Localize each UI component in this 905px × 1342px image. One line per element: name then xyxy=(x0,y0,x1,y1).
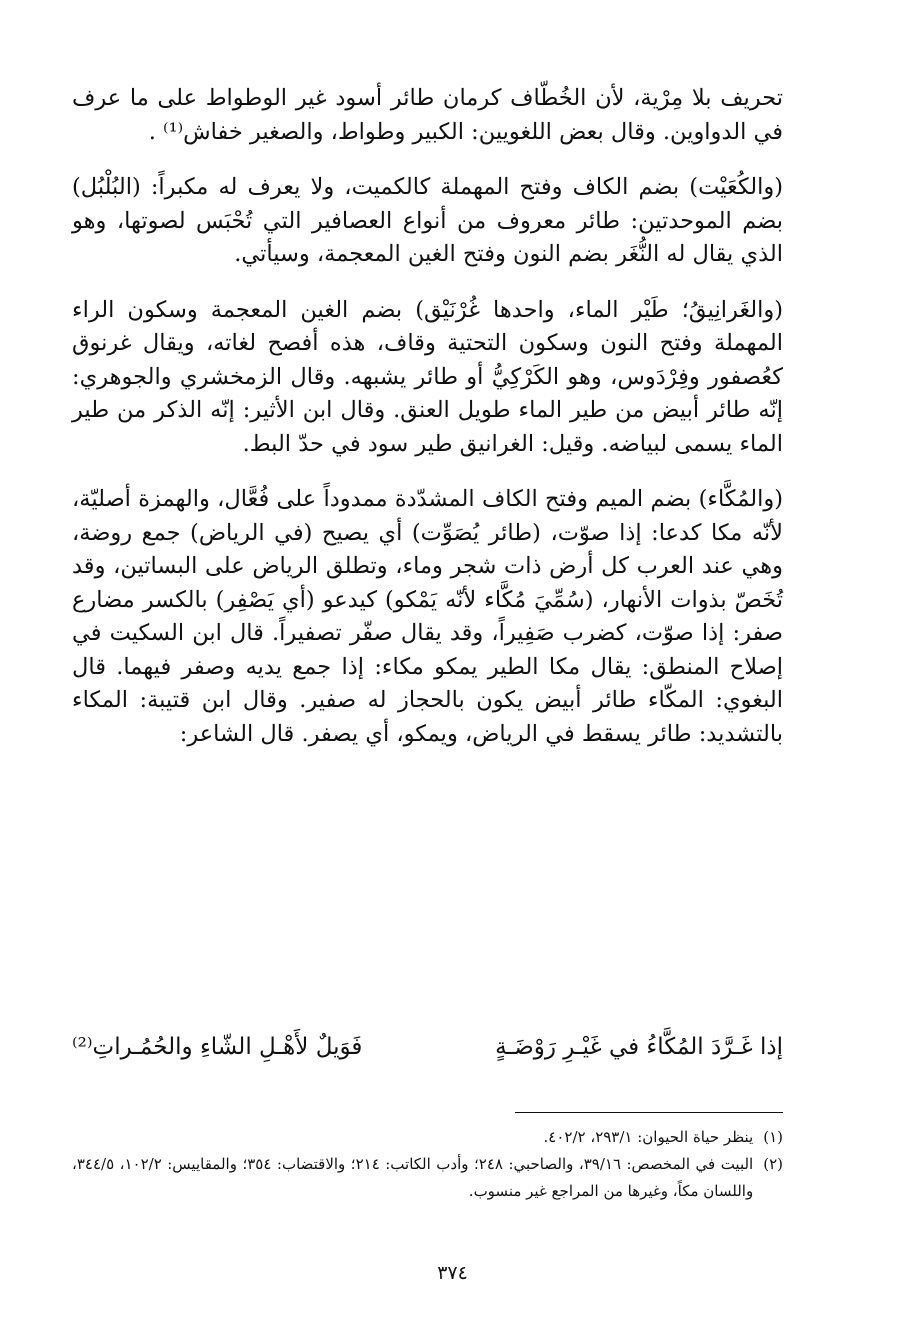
paragraph-1: تحريف بلا مِرْية، لأن الخُطّاف كرمان طائر أسود غير الوطواط على ما عرف في الدواوين. وقال بعض اللغويين: الكبير وطواط، والصغير خفاش⁽¹⁾ . xyxy=(72,85,783,145)
footnotes xyxy=(72,1124,783,1205)
verse-second-hemistich: فَوَيلٌ لأَهْـلِ الشّاءِ والحُمُـراتِ⁽²⁾ xyxy=(72,1034,363,1060)
footnote-2-number: (٢) xyxy=(763,1155,783,1173)
verse-first-hemistich: إذا غَـرَّدَ المُكَّاءُ في غَيْـرِ رَوْضَـةٍ xyxy=(495,1034,783,1060)
footnote-1-text: ينظر حياة الحيوان: ٢٩٣/١، ٤٠٢/٢. xyxy=(543,1128,754,1146)
paragraph-4: (والمُكَّاء) بضم الميم وفتح الكاف المشدّدة ممدوداً على فُعَّال، والهمزة أصليّة، لأنّه مكا كدعا: إذا صوّت، (طائر يُصَوِّت) أي يصيح (في الرياض) جمع روضة، وهي عند العرب كل أرض ذات شجر وماء، وتطلق الرياض على البساتين، وقد تُخَصّ بذوات الأنهار، (سُمِّيَ مُكَّاء لأنّه يَمْكو) كيدعو (أي يَصْفِر) بالكسر مضارع صفر: إذا صوّت، كضرب صَفِيراً، وقد يقال صفّر تصفيراً. قال ابن السكيت في إصلاح المنطق: يقال مكا الطير يمكو مكاء: إذا جمع يديه وصفر فيهما. قال البغوي: المكّاء طائر أبيض يكون بالحجاز له صفير. وقال ابن قتيبة: المكاء بالتشديد: طائر يسقط في الرياض، ويمكو، أي يصفر. قال الشاعر: xyxy=(72,486,783,747)
page-number: ٣٧٤ xyxy=(437,1262,468,1284)
footnote-divider xyxy=(515,1112,783,1113)
poetry-verse xyxy=(72,1030,783,1064)
paragraph-3: (والغَرانِيقُ؛ طَيْر الماء، واحدها غُرْنَيْق) بضم الغين المعجمة وسكون الراء المهملة وفتح النون وسكون التحتية وقاف، هذه أفصح لغاته، ويقال غرنوق كعُصفور وفِرْدَوس، وهو الكَرْكِيُّ أو طائر يشبهه. وقال الزمخشري والجوهري: إنّه طائر أبيض من طير الماء طويل العنق. وقال ابن الأثير: إنّه الذكر من طير الماء يسمى لبياضه. وقيل: الغرانيق طير سود في حدّ البط. xyxy=(72,296,783,457)
footnote-2-text: البيت في المخصص: ٣٩/١٦، والصاحبي: ٢٤٨؛ وأدب الكاتب: ٢١٤؛ والاقتضاب: ٣٥٤؛ والمقاييس: ١٠٢/٢، ٣٤٤/٥، واللسان مكاً، وغيرها من المراجع غير منسوب. xyxy=(72,1155,754,1200)
main-text xyxy=(72,82,783,773)
footnote-1-number: (١) xyxy=(763,1128,783,1146)
footnote-1 xyxy=(72,1124,783,1151)
footnote-2 xyxy=(72,1151,783,1205)
paragraph-2: (والكُعَيْت) بضم الكاف وفتح المهملة كالكميت، ولا يعرف له مكبراً: (البُلْبُل) بضم الموحدتين: طائر معروف من أنواع العصافير التي تُحْبَس لصوتها، وهو الذي يقال له النُّغَر بضم النون وفتح الغين المعجمة، وسيأتي. xyxy=(72,174,783,267)
